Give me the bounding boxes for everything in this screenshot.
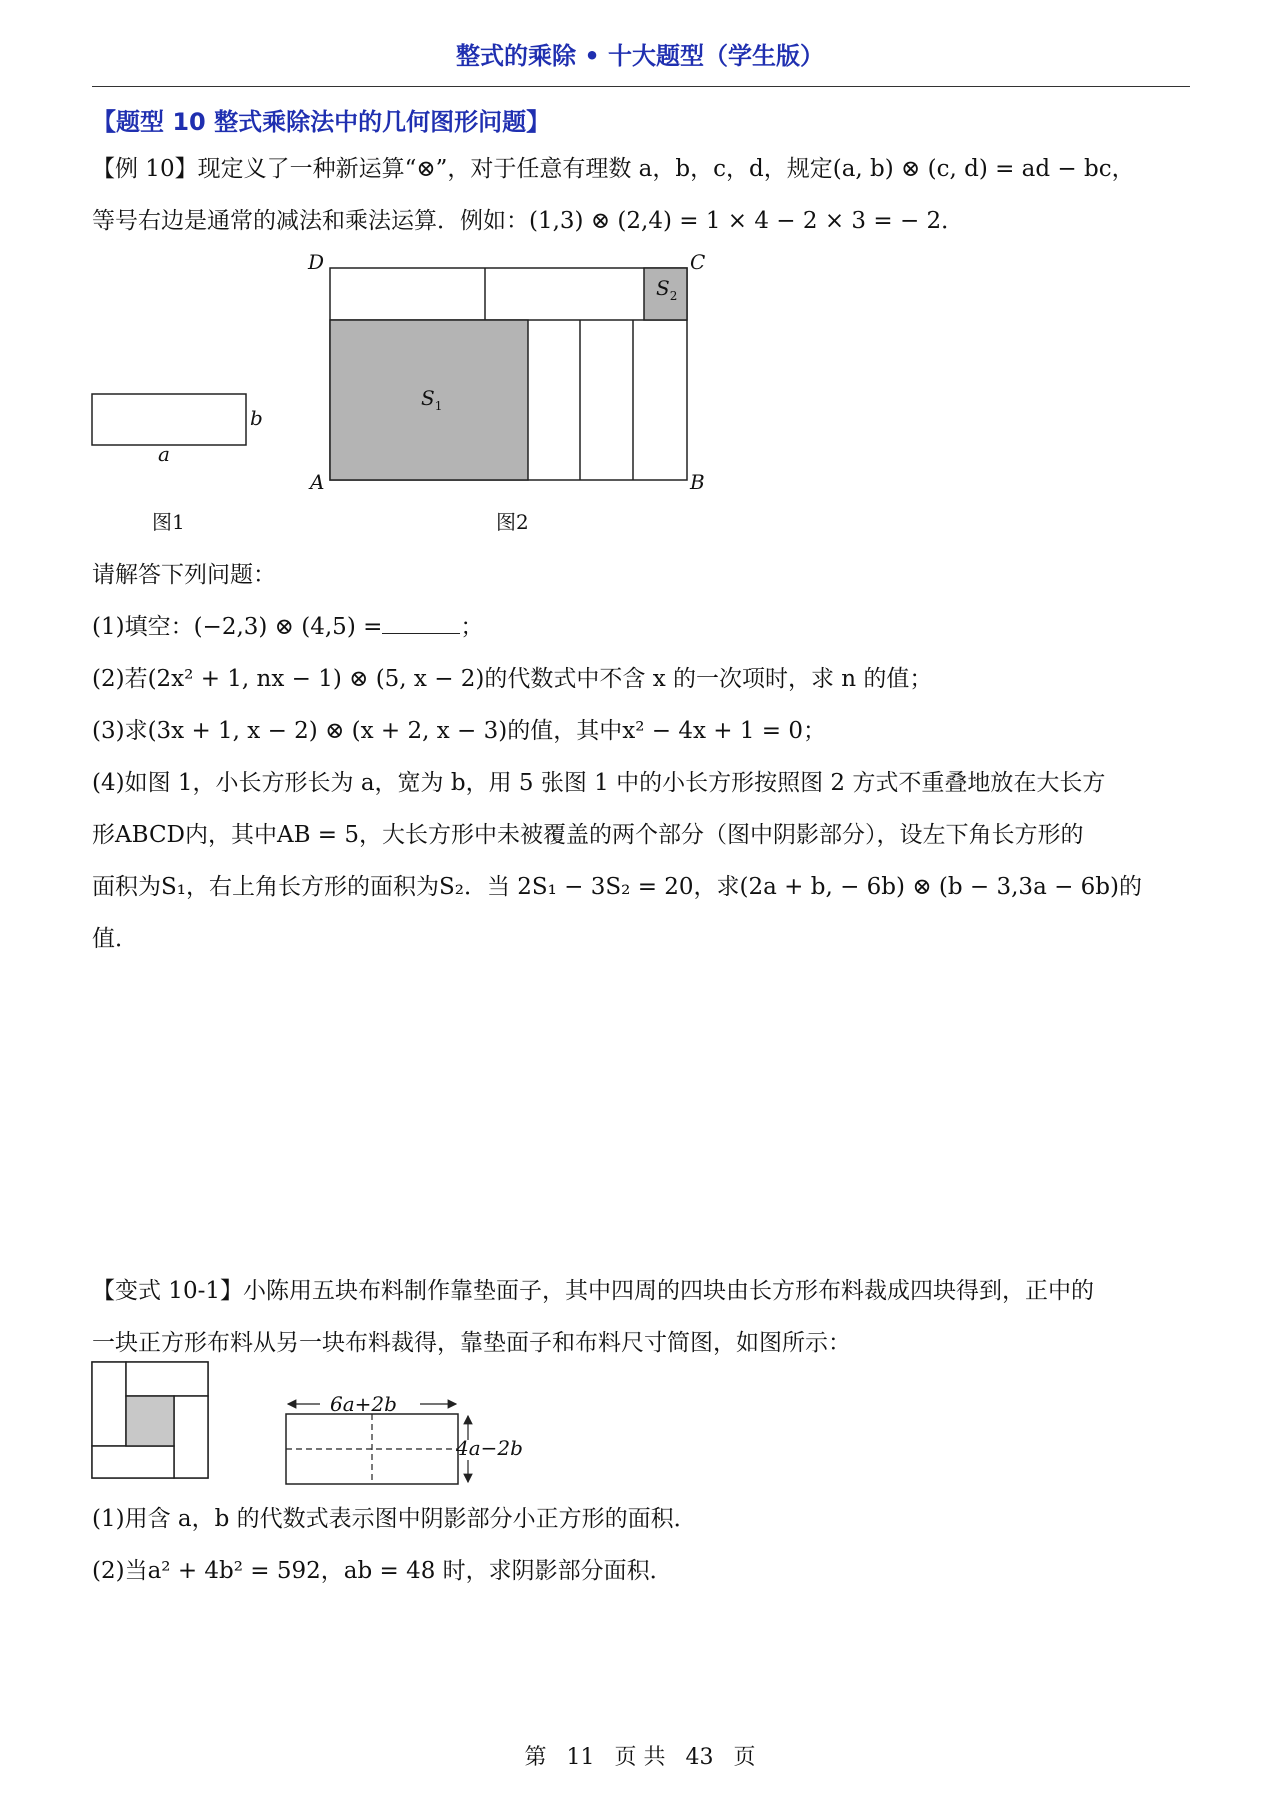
- page-header-title: 整式的乘除 • 十大题型（学生版）: [455, 42, 825, 70]
- example-line-2: 等号右边是通常的减法和乘法运算．例如：(1,3) ⊗ (2,4) = 1 × 4 − 2 × 3 = − 2．: [92, 208, 965, 234]
- dimension-width: 6a+2b: [330, 1392, 397, 1416]
- variant-question-1: (1)用含 a，b 的代数式表示图中阴影部分小正方形的面积．: [92, 1506, 697, 1532]
- figure-2-large-rectangle: [320, 262, 700, 482]
- page-footer: 第 11 页 共 43 页: [524, 1745, 756, 1770]
- figure-1-small-rectangle: [80, 380, 280, 500]
- vertex-a: A: [310, 470, 325, 494]
- question-3: (3)求(3x + 1, x − 2) ⊗ (x + 2, x − 3)的值，其中x² − 4x + 1 = 0；: [92, 718, 826, 744]
- variant-line-1: 【变式 10-1】小陈用五块布料制作靠垫面子，其中四周的四块由长方形布料裁成四块得到，正中的: [92, 1278, 1094, 1304]
- example-line-1: 【例 10】现定义了一种新运算“⊗”，对于任意有理数 a，b，c，d，规定(a, b) ⊗ (c, d) = ad − bc，: [92, 156, 1135, 182]
- total-pages: 43: [685, 1745, 714, 1770]
- vertex-b: B: [690, 470, 705, 494]
- fig1-label-a: a: [158, 442, 170, 466]
- question-4-line-2: 形ABCD内，其中AB = 5，大长方形中未被覆盖的两个部分（图中阴影部分），设左下角长方形的: [92, 822, 1084, 848]
- variant-line-2: 一块正方形布料从另一块布料裁得，靠垫面子和布料尺寸简图，如图所示：: [92, 1330, 851, 1356]
- question-4-line-4: 值．: [92, 926, 138, 952]
- cushion-piece-top: [126, 1362, 208, 1396]
- label-s2: $S_2$: [656, 276, 678, 303]
- question-4-line-3: 面积为S₁，右上角长方形的面积为S₂．当 2S₁ − 3S₂ = 20，求(2a + b, − 6b) ⊗ (b − 3,3a − 6b)的: [92, 874, 1143, 900]
- section-title: 【题型 10 整式乘除法中的几何图形问题】: [92, 108, 551, 136]
- dimension-height: 4a−2b: [456, 1436, 523, 1460]
- current-page: 11: [566, 1745, 595, 1770]
- question-4-line-1: (4)如图 1，小长方形长为 a，宽为 b，用 5 张图 1 中的小长方形按照图 2 方式不重叠地放在大长方: [92, 770, 1106, 796]
- variant-question-2: (2)当a² + 4b² = 592，ab = 48 时，求阴影部分面积．: [92, 1558, 673, 1584]
- question-1: (1)填空：(−2,3) ⊗ (4,5) = ；: [92, 614, 484, 640]
- answer-blank[interactable]: [382, 613, 460, 634]
- fig2-caption: 图2: [496, 510, 529, 534]
- prompt-text: 请解答下列问题：: [92, 562, 276, 588]
- label-s1: $S_1$: [421, 386, 443, 413]
- vertex-c: C: [690, 250, 706, 274]
- cushion-figure: [90, 1360, 220, 1490]
- shaded-square: [126, 1396, 174, 1446]
- small-rectangle: [92, 394, 246, 445]
- cushion-piece-bottom: [92, 1446, 174, 1478]
- cushion-piece-right: [174, 1396, 208, 1478]
- vertex-d: D: [308, 250, 325, 274]
- cushion-piece-left: [92, 1362, 126, 1446]
- fig1-label-b: b: [250, 406, 263, 430]
- question-2: (2)若(2x² + 1, nx − 1) ⊗ (5, x − 2)的代数式中不含 x 的一次项时，求 n 的值；: [92, 666, 933, 692]
- fig1-caption: 图1: [152, 510, 185, 534]
- header-divider: [92, 86, 1190, 87]
